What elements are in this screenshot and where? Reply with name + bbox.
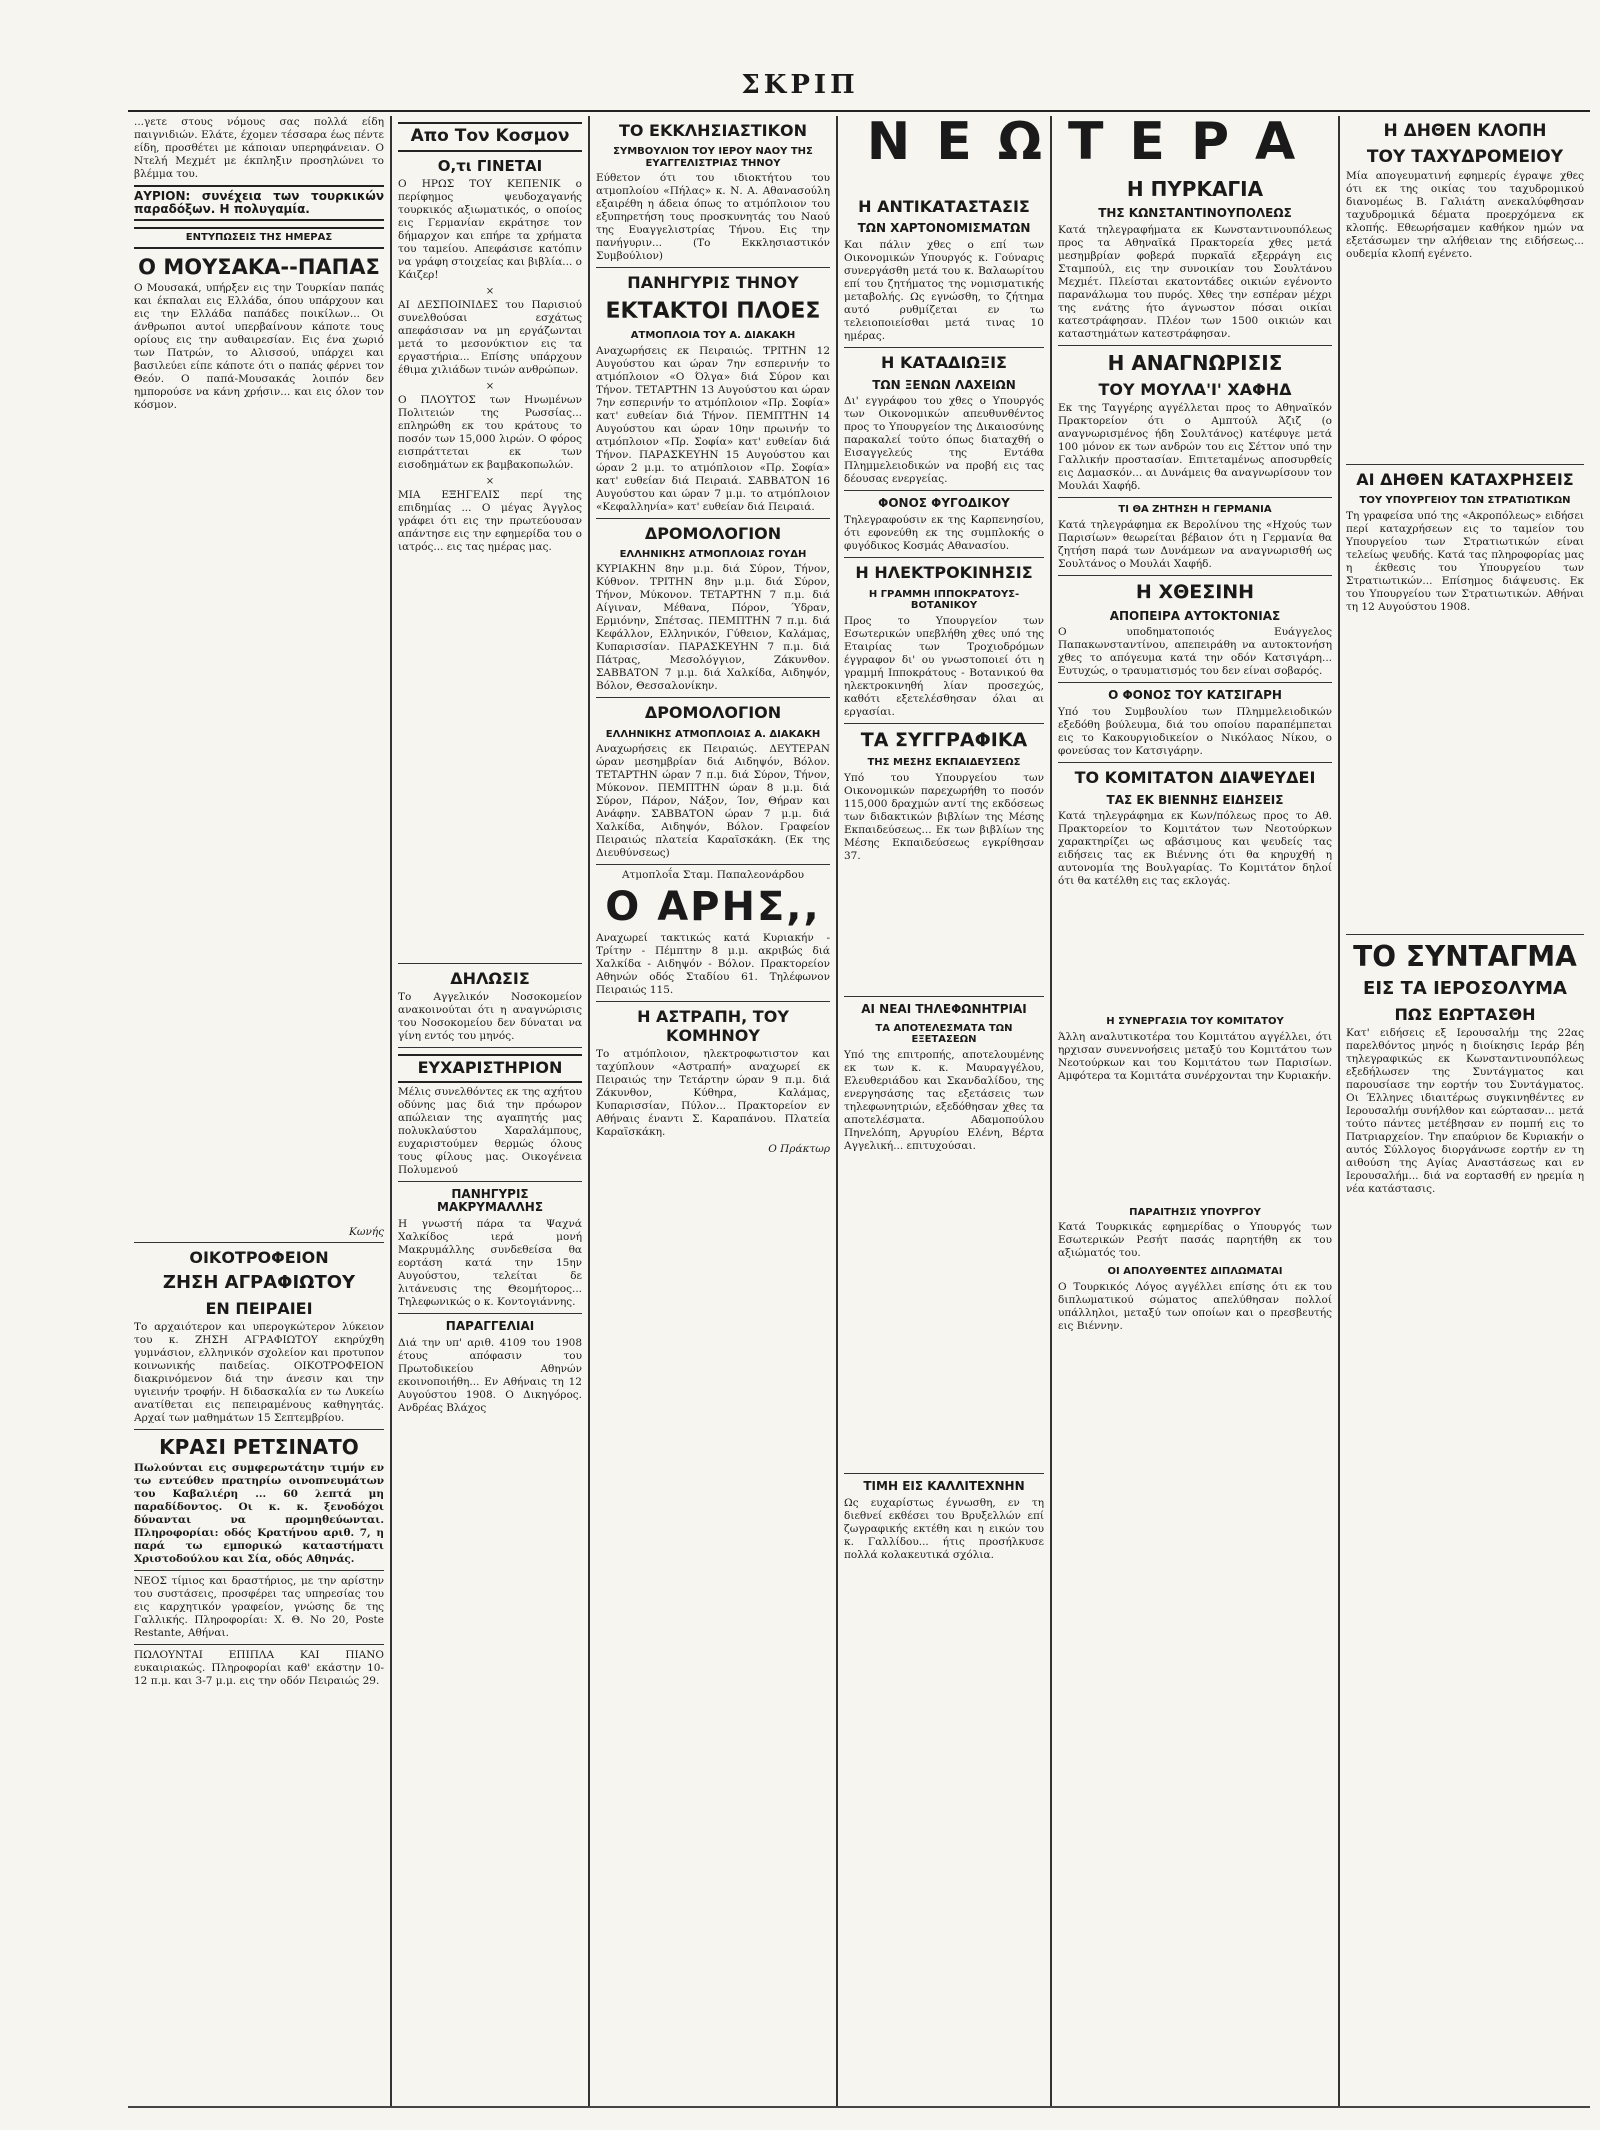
column-4 xyxy=(838,116,1050,2106)
separator-mark: × xyxy=(485,475,495,487)
headline-diplomats: ΟΙ ΑΠΟΛΥΘΕΝΤΕΣ ΔΙΠΛΩΜΑΤΑΙ xyxy=(1107,1266,1283,1278)
article-katsigaris: Υπό του Συμβουλίου των Πλημμελειοδικών εξεδόθη βούλευμα, διά του οποίου παραπέμπεται εις το Κακουργιοδικείον ο Νικόλαος Νίκου, ο φονεύσας τον Κατσιγάρην. xyxy=(1058,706,1332,758)
column-1 xyxy=(128,116,390,2106)
divider xyxy=(844,1473,1044,1474)
ad-wine-text: Πωλούνται εις συμφερωτάτην τιμήν εν τω εντεύθεν πρατηρίω οινοπνευμάτων του Καβαλιέρη ... 60 λεπτά μη παραδίδοντος. Οι κ. κ. ξενοδόχοι δύνανται να προμηθεύωνται. Πληροφορίαι: οδός Κρατήνου αριθ. 7, η παρά τω εμπορικώ καταστήματι Χριστοδούλου και Σία, οδός Αθηνάς. xyxy=(134,1462,384,1566)
divider xyxy=(398,1181,582,1182)
headline-embezzlement: ΑΙ ΔΗΘΕΝ ΚΑΤΑΧΡΗΣΕΙΣ xyxy=(1356,470,1574,490)
subhead-embezzlement: ΤΟΥ ΥΠΟΥΡΓΕΙΟΥ ΤΩΝ ΣΤΡΑΤΙΩΤΙΚΩΝ xyxy=(1359,495,1571,507)
article-germany: Κατά τηλεγράφημα εκ Βερολίνου της «Ηχούς των Παρισίων» θεωρείται βέβαιον ότι η Γερμανία θα ζητήση παρά των Δυνάμεων να αναγνωρισθή ως Σουλτάνος ο Μουλάι Χαφήδ. xyxy=(1058,518,1332,570)
column-6 xyxy=(1340,116,1590,2106)
world-item-3: Ο ΠΛΟΥΤΟΣ των Ηνωμένων Πολιτειών της Ρωσσίας... επληρώθη εκ του κράτους το ποσόν των 15,000 λιρών. Ο φόρος εισπράττεται εκ των εισοδημάτων εκ βαμβακοπωλών. xyxy=(398,393,582,471)
ad-school-text: Το αρχαιότερον και υπερογκώτερον λύκειον του κ. ΖΗΣΗ ΑΓΡΑΦΙΩΤΟΥ εκηρύχθη γυμνάσιον, ελληνικόν σχολείον και προτυπον κοινωνικής παιδείας. ΟΙΚΟΤΡΟΦΕΙΟΝ διακρινόμενον διά την άνεσιν και την υγιεινήν τροφήν. Η διδασκαλία εν τω Λυκείω ανατίθεται εις πεπειραμένους καθηγητάς. Αρχαί των μαθημάτων 15 Σεπτεμβρίου. xyxy=(134,1321,384,1425)
divider xyxy=(596,518,830,519)
headline-katsigaris: Ο ΦΟΝΟΣ ΤΟΥ ΚΑΤΣΙΓΑΡΗ xyxy=(1108,688,1282,703)
article-recognition: Εκ της Ταγγέρης αγγέλλεται προς το Αθηναϊκόν Πρακτορείον ότι ο Αμπτούλ Άζιζ (ο αναγνωρισμένος ήδη Σουλτάνος) κατέφυγε μετά 100 μόνον εκ των ανδρών του εις Σέττον υπό την Γαλλικήν προστασίαν. Επιτεταμένως αποσυρθείς εις Δαμασκόν... αι Δυνάμεις θα αναγνωρίσουν τον Μουλάι Χαφήδ. xyxy=(1058,402,1332,493)
continued-article: ...γετε στους νόμους σας πολλά είδη παιγνιδιών. Ελάτε, έχομεν τέσσαρα έως πέντε είδη, προσθέτει με κάποιαν υπερηφάνειαν. Ο Ντελή Μεχμέτ με έκπληξιν προσηλώνει το βλέμμα του. xyxy=(134,116,384,180)
latest-news-banner: ΝΕΩΤΕΡΑ xyxy=(866,112,1322,172)
article-moussaka: Ο Μουσακά, υπήρξεν εις την Τουρκίαν παπάς και έκπαλαι εις Ελλάδα, όπου υπάρχουν και εις την Ελλάδα παπάδες ποικίλων... Οι άνθρωποι αυτοί υπερβαίνουν κάποτε τους ορίους εις την αυθαιρεσίαν. Εις ένα χωριό των Πατρών, το Αλισσού, υπάρχει και βασιλεύει είπε κάποτε ότι ο παπάς φέρνει τον Θεόν. Ο παπά-Μουσακάς λοιπόν δεν ημπορούσε να κάνη χρήσιν... και εις όλον τον κόσμον. xyxy=(134,281,384,411)
headline-artist: ΤΙΜΗ ΕΙΣ ΚΑΛΛΙΤΕΧΝΗΝ xyxy=(863,1478,1025,1493)
thanks-text: Μέλις συνελθόντες εκ της αχήτου οδύνης μας διά την πρόωρον απώλειαν της αγαπητής μας πολυκλαύστου Χαραλάμπους, ευχαριστούμεν θερμώς όλους τους φίλους μας. Οικογένεια Πολυμενού xyxy=(398,1085,582,1176)
ad-wine-title: ΚΡΑΣΙ ΡΕΤΣΙΝΑΤΟ xyxy=(159,1435,359,1460)
fair-text: Η γνωστή πάρα τα Ψαχνά Χαλκίδος ιερά μονή Μακρυμάλλης συνδεθείσα θα εορτάση κατά την 15ην Αυγούστου, τελείται δε λιτάνευσις της Θεομήτορος... Τηλεφωνικώς ο κ. Κοντογιάννης. xyxy=(398,1218,582,1309)
divider xyxy=(844,347,1044,348)
headline-fire: Η ΠΥΡΚΑΓΙΑ xyxy=(1126,177,1264,201)
headline-germany: ΤΙ ΘΑ ΖΗΤΗΣΗ Η ΓΕΡΜΑΝΙΑ xyxy=(1118,504,1272,516)
subhead-recognition: ΤΟΥ ΜΟΥΛΑ'Ι' ΧΑΦΗΔ xyxy=(1098,379,1292,399)
article-lotteries: Δι' εγγράφου του χθες ο Υπουργός των Οικονομικών απευθυνθέντος προς το Υπουργείον της Δικαιοσύνης παρακαλεί τούτο όπως διαταχθή ο Εισαγγελεύς της Εντάθα Πλημμελειοδικών να προβή εις τας δέουσας ενεργείας. xyxy=(844,395,1044,486)
section-impressions: ΕΝΤΥΠΩΣΕΙΣ ΤΗΣ ΗΜΕΡΑΣ xyxy=(134,227,384,249)
subhead2-constitution: ΠΩΣ ΕΩΡΤΑΣΘΗ xyxy=(1394,1004,1536,1024)
headline-electrification: Η ΗΛΕΚΤΡΟΚΙΝΗΣΙΣ xyxy=(855,563,1033,583)
ship-name: Ο ΑΡΗΣ,, xyxy=(605,884,821,931)
world-item-1: Ο ΗΡΩΣ ΤΟΥ ΚΕΠΕΝΙΚ ο περίφημος ψευδοχαγανής τουρκικός αξιωματικός, ο οποίος εις Γερμανίαν εκράτησε τον δήμαρχον και επήρε τα χρήματα του ταμείου. Απεφάσισε κατόπιν να γράφη στοιχείας και βιβλία... ο Κάιζερ! xyxy=(398,177,582,281)
article-theft: Μία απογευματινή εφημερίς έγραψε χθες ότι εκ της οικίας του ταχυδρομικού διανομέως Β. Γαλιάτη ανεκαλύφθησαν ταχυδρομικά δέματα προερχόμενα εκ κλοπής. Εθεωρήσαμεν καθήκον ημών να εξετάσωμεν την αλήθειαν της ειδήσεως... ουδεμία κλοπή εγένετο. xyxy=(1346,170,1584,261)
ad-school-title: ΟΙΚΟΤΡΟΦΕΙΟΝ xyxy=(189,1247,329,1267)
divider xyxy=(1058,575,1332,576)
bottom-rule xyxy=(128,2106,1590,2108)
divider xyxy=(1058,345,1332,346)
article-suicide: Ο υποδηματοποιός Ευάγγελος Παπακωνσταντίνου, απεπειράθη να αυτοκτονήση χθες το απόγευμα κατά την οδόν Κατσιγάρη... Ευτυχώς, ο τραυματισμός του δεν είναι σοβαρός. xyxy=(1058,626,1332,678)
article-constitution: Κατ' ειδήσεις εξ Ιερουσαλήμ της 22ας παρελθόντος μηνός η διοίκησις Ιεράρ βέη τηλεγραφικώς εκ Κωνσταντινουπόλεως εξεδήλωσεν της Συντάγματος και παρουσίασε την εορτήν του Συντάγματος. Οι Έλληνες ιδιαιτέρως συγκινηθέντες εν Ιερουσαλήμ συνήλθον και εώρτασαν... μετά τούτο πάντες μετέβησαν εν πομπή εις το Πατριαρχείον. Την επαύριον δε Κυριακήν ο αυτός Σύλλογος διοργάνωσε εορτήν εν τη αιθούση της Αγίας Αναστάσεως και εν Ιερουσαλήμ... διά να εορτασθή εν ηρεμία η νέα κατάστασις. xyxy=(1346,1027,1584,1196)
church-text: Εύθετον ότι του ιδιοκτήτου του ατμοπλοίου «Πήλας» κ. Ν. Α. Αθανασούλη εξαιρέθη η άδεια όπως το ατμόπλοιον του εξυπηρετήση τους προσκυνητάς του Ναού της Ευαγγελιστρίας Τήνου. Εις την πανήγυριν... (Το Εκκλησιαστικόν Συμβούλιον) xyxy=(596,172,830,263)
divider xyxy=(1058,762,1332,763)
divider xyxy=(844,490,1044,491)
divider xyxy=(596,864,830,865)
article-electrification: Προς το Υπουργείον των Εσωτερικών υπεβλήθη χθες υπό της Εταιρίας των Τροχιοδρόμων έγγραφον δι' ου γνωστοποιεί ότι η γραμμή Ιπποκράτους - Βοτανικού θα ηλεκτροκινηθή λίαν προσεχώς, καθότι εξετελέσθησαν όλαι αι εργασίαι. xyxy=(844,614,1044,718)
divider xyxy=(844,557,1044,558)
subhead-banknotes: ΤΩΝ ΧΑΡΤΟΝΟΜΙΣΜΑΤΩΝ xyxy=(857,221,1031,236)
headline-constitution: ΤΟ ΣΥΝΤΑΓΜΑ xyxy=(1353,939,1577,973)
article-diplomats: Ο Τουρκικός Λόγος αγγέλλει επίσης ότι εκ του διπλωματικού σώματος απελύθησαν πολλοί υπάλληλοι, μεταξύ των οποίων και ο πρεσβευτής εις Βιέννην. xyxy=(1058,1280,1332,1332)
article-murder: Τηλεγραφούσιν εκ της Καρπενησίου, ότι εφονεύθη εκ της συμπλοκής ο φυγόδικος Κοσμάς Αθανασίου. xyxy=(844,514,1044,553)
divider xyxy=(1346,934,1584,935)
schedule2-text: Αναχωρήσεις εκ Πειραιώς. ΔΕΥΤΕΡΑΝ ώραν μεσημβρίαν διά Αιδηψόν, Βόλον. ΤΕΤΑΡΤΗΝ ώραν 7 π.μ. διά Σύρον, Τήνον, Μύκονον. ΠΕΜΠΤΗΝ ώραν 8 μ.μ. διά Σύρον, Πάρον, Νάξον, Ίον, Θήραν και Ανάφην. ΣΑΒΒΑΤΟΝ ώραν 7 μ.μ. διά Χαλκίδα, Αιδηψόν, Βόλον. Γραφείον Πειραιώς πλατεία Καραϊσκάκη. (Εκ της Διευθύνσεως) xyxy=(596,743,830,860)
church-subtitle: ΣΥΜΒΟΥΛΙΟΝ ΤΟΥ ΙΕΡΟΥ ΝΑΟΥ ΤΗΣ ΕΥΑΓΓΕΛΙΣΤΡΙΑΣ ΤΗΝΟΥ xyxy=(613,146,813,169)
notice-title: ΔΗΛΩΣΙΣ xyxy=(450,968,530,988)
schedule-text: ΚΥΡΙΑΚΗΝ 8ην μ.μ. διά Σύρον, Τήνον, Κύθνον. ΤΡΙΤΗΝ 8ην μ.μ. διά Σύρον, Τήνον, Μύκονον. ΤΕΤΑΡΤΗΝ 7 π.μ. διά Αίγιναν, Μέθανα, Πόρον, Ύδραν, Ερμιόνην, Σπέτσας. ΠΕΜΠΤΗΝ 7 π.μ. διά Κεφάλλον, Ελληνικόν, Γύθειον, Καλάμας, Κυπαρισσίαν. ΠΑΡΑΣΚΕΥΗΝ 7 π.μ. διά Πάτρας, Μεσολόγγιον, Ζάκυνθον. ΣΑΒΒΑΤΟΝ 7 μ.μ. διά Χαλκίδα, Αιδηψόν, Βόλον, Θεσσαλονίκην. xyxy=(596,563,830,693)
divider xyxy=(1058,682,1332,683)
subhead-constitution: ΕΙΣ ΤΑ ΙΕΡΟΣΟΛΥΜΑ xyxy=(1363,978,1567,1000)
subhead-textbooks: ΤΗΣ ΜΕΣΗΣ ΕΚΠΑΙΔΕΥΣΕΩΣ xyxy=(867,757,1021,769)
article-embezzlement: Τη γραφείσα υπό της «Ακροπόλεως» ειδήσει περί καταχρήσεων εις το ταμείον του Υπουργείου των Στρατιωτικών είναι τελείως ψευδής. Κατά τας πληροφορίας μας η έκθεσις του Υπουργείου των Στρατιωτικών... Επίσημος διάψευσις. Εκ του Υπουργείου των Στρατιωτικών. Αθήναι τη 12 Αυγούστου 1908. xyxy=(1346,509,1584,613)
tinos-fair-title: ΠΑΝΗΓΥΡΙΣ ΤΗΝΟΥ xyxy=(627,273,799,293)
headline-resignation: ΠΑΡΑΙΤΗΣΙΣ ΥΠΟΥΡΓΟΥ xyxy=(1129,1206,1261,1218)
divider xyxy=(596,697,830,698)
separator-mark: × xyxy=(485,285,495,297)
ad-notice: ΝΕΟΣ τίμιος και δραστήριος, με την αρίστην του συστάσεις, προσφέρει τας υπηρεσίας του εις καρχητικόν γραφείον, γνώσης δε της Γαλλικής. Πληροφορίαι: Χ. Θ. Νο 20, Poste Restante, Αθήναι. xyxy=(134,1575,384,1640)
subhead-suicide: ΑΠΟΠΕΙΡΑ ΑΥΤΟΚΤΟΝΙΑΣ xyxy=(1109,608,1281,623)
subhead-committee: ΤΑΣ ΕΚ ΒΙΕΝΝΗΣ ΕΙΔΗΣΕΙΣ xyxy=(1106,792,1284,807)
separator-mark: × xyxy=(485,380,495,392)
article-operators: Υπό της επιτροπής, αποτελουμένης εκ των κ. κ. Μαυραγγέλου, Ελευθεριάδου και Σκανδαλίδου, της ενεργησάσης τας εξετάσεις των τηλεφωνητριών, εξεδόθησαν χθες τα αποτελέσματα. Αδαμοπούλου Πηνελόπη, Αργυρίου Ελένη, Βέρτα Αγγελική... επιτυχούσαι. xyxy=(844,1048,1044,1152)
divider xyxy=(398,1313,582,1314)
schedule2-title: ΔΡΟΜΟΛΟΓΙΟΝ xyxy=(644,703,782,723)
headline-committee: ΤΟ ΚΟΜΙΤΑΤΟΝ ΔΙΑΨΕΥΔΕΙ xyxy=(1074,768,1316,788)
thanks-title: ΕΥΧΑΡΙΣΤΗΡΙΟΝ xyxy=(398,1054,582,1082)
divider xyxy=(134,1644,384,1645)
section-world-title: Απο Τον Κοσμον xyxy=(398,122,582,152)
column-3 xyxy=(590,116,836,2106)
world-item-4: ΜΙΑ ΕΞΗΓΕΛΙΣ περί της επιδημίας ... Ο μέγας Άγγλος γράφει ότι εις την πρωτεύουσαν απάντησε εις την εφημερίδα του ο ιατρός... εις τας ημέρας μας. xyxy=(398,488,582,553)
boat-text: Το ατμόπλοιον, ηλεκτροφωτιστον και ταχύπλουν «Αστραπή» αναχωρεί εκ Πειραιώς την Τετάρτην ώραν 9 π.μ. διά Ζάκυνθον, Κύθηρα, Καλάμας, Κυπαρισσίαν, Πύλον... Πρακτορείον εν Αθήναις έναντι Σ. Καραπάνου. Πλατεία Καραϊσκάκη. xyxy=(596,1048,830,1139)
headline-moussaka: Ο ΜΟΥΣΑΚΑ--ΠΑΠΑΣ xyxy=(138,254,380,279)
headline-operators: ΑΙ ΝΕΑΙ ΤΗΛΕΦΩΝΗΤΡΙΑΙ xyxy=(861,1001,1027,1016)
ship-text: Αναχωρεί τακτικώς κατά Κυριακήν - Τρίτην - Πέμπτην 8 μ.μ. ακριβώς διά Χαλκίδα - Αιδηψόν - Βόλον. Πρακτορείον Αθηνών οδός Σταδίου 61. Τηλέφωνον Πειραιώς 115. xyxy=(596,932,830,997)
fair-title: ΠΑΝΗΓΥΡΙΣ ΜΑΚΡΥΜΑΛΛΗΣ xyxy=(436,1186,544,1215)
article-committee: Κατά τηλεγράφημα εκ Κων/πόλεως προς το Αθ. Πρακτορείον το Κομιτάτον των Νεοτούρκων χαρακτηρίζει ως αβάσιμους και ψευδείς τας ειδήσεις τας εκ Βιέννης ότι θα κηρυχθή η αυτονομία της Βουλγαρίας. Το Κομιτάτον δηλοί ότι θα κατέλθη εις τας εκλογάς. xyxy=(1058,810,1332,888)
boat-title: Η ΑΣΤΡΑΠΗ, ΤΟΥ ΚΟΜΗΝΟΥ xyxy=(637,1007,789,1045)
signature: Κωνής xyxy=(349,1225,384,1238)
divider xyxy=(134,1429,384,1430)
subhead-theft: ΤΟΥ ΤΑΧΥΔΡΟΜΕΙΟΥ xyxy=(1366,146,1564,167)
article-textbooks: Υπό του Υπουργείου των Οικονομικών παρεχωρήθη το ποσόν 115,000 δραχμών αντί της εκδόσεως των διδακτικών βιβλίων της Μέσης Εκπαιδεύσεως... Εκ των βιβλίων της Μέσης Εκπαιδεύσεως εγκρίθησαν 37. xyxy=(844,771,1044,862)
masthead xyxy=(0,70,1600,104)
subhead-electrification: Η ΓΡΑΜΜΗ ΙΠΠΟΚΡΑΤΟΥΣ-ΒΟΤΑΝΙΚΟΥ xyxy=(868,588,1020,612)
notice-text: Το Αγγελικόν Νοσοκομείον ανακοινούται ότι η αναγνώρισις του Νοσοκομείου δεν δύναται να γίνη εντός του μηνός. xyxy=(398,991,582,1043)
orders-title: ΠΑΡΑΓΓΕΛΙΑΙ xyxy=(445,1319,535,1334)
article-cooperation: Άλλη αναλυτικοτέρα του Κομιτάτου αγγέλλει, ότι ηρχισαν συνεννοήσεις μεταξύ του Κομιτάτου των Νεοτούρκων και του Κομιτάτου των Παρισίων. Αμφότερα τα Κομιτάτα συνέρχονται την Κυριακήν. xyxy=(1058,1030,1332,1082)
divider xyxy=(398,963,582,964)
divider xyxy=(1346,464,1584,465)
schedule-title: ΔΡΟΜΟΛΟΓΙΟΝ xyxy=(644,523,782,543)
subhead-operators: ΤΑ ΑΠΟΤΕΛΕΣΜΑΤΑ ΤΩΝ ΕΞΕΤΑΣΕΩΝ xyxy=(875,1022,1013,1046)
ad-school-place: ΕΝ ΠΕΙΡΑΙΕΙ xyxy=(205,1298,313,1318)
article-artist: Ως ευχαρίστως έγνωσθη, εν τη διεθνεί εκθέσει του Βρυξελλών επί ζωγραφικής εκτέθη και η εικών του κ. Γαλλίδου... ήτις προσήλκυσε πολλά κολακευτικά σχόλια. xyxy=(844,1496,1044,1561)
subhead-lotteries: ΤΩΝ ΞΕΝΩΝ ΛΑΧΕΙΩΝ xyxy=(872,377,1016,392)
world-item-2: ΑΙ ΔΕΣΠΟΙΝΙΔΕΣ του Παρισιού συνελθούσαι εσχάτως απεφάσισαν να μη εργάζωνται μετά το μεσονύκτιον εις τα εργαστήρια... Επίσης υπάρχουν έθιμα χιλιάδων τινών ανθρώπων. xyxy=(398,298,582,376)
headline-lotteries: Η ΚΑΤΑΔΙΩΞΙΣ xyxy=(881,353,1007,373)
divider xyxy=(398,1047,582,1048)
extra-trips-title: ΕΚΤΑΚΤΟΙ ΠΛΟΕΣ xyxy=(605,298,821,324)
divider xyxy=(844,996,1044,997)
church-title: ΤΟ ΕΚΚΛΗΣΙΑΣΤΙΚΟΝ xyxy=(618,121,808,140)
headline-textbooks: ΤΑ ΣΥΓΓΡΑΦΙΚΑ xyxy=(860,728,1028,751)
divider xyxy=(596,1001,830,1002)
boat-signature: Ο Πράκτωρ xyxy=(768,1143,830,1156)
subhead-fire: ΤΗΣ ΚΩΝΣΤΑΝΤΙΝΟΥΠΟΛΕΩΣ xyxy=(1098,206,1292,220)
ad-piano: ΠΩΛΟΥΝΤΑΙ ΕΠΙΠΛΑ ΚΑΙ ΠΙΑΝΟ ευκαιριακώς. Πληροφορίαι καθ' εκάστην 10-12 π.μ. και 3-7 μ.μ. εις την οδόν Πειραιώς 29. xyxy=(134,1649,384,1688)
article-resignation: Κατά Τουρκικάς εφημερίδας ο Υπουργός των Εσωτερικών Ρεσήτ πασάς παρητήθη εκ του αξιώματός του. xyxy=(1058,1221,1332,1260)
ship-intro: Ατμοπλοΐα Σταμ. Παπαλεονάρδου xyxy=(621,869,805,882)
orders-text: Διά την υπ' αριθ. 4109 του 1908 έτους απόφασιν του Πρωτοδικείου Αθηνών εκοινοποιήθη... Εν Αθήναις τη 12 Αυγούστου 1908. Ο Δικηγόρος. Ανδρέας Βλάχος xyxy=(398,1336,582,1414)
schedule2-subtitle: ΕΛΛΗΝΙΚΗΣ ΑΤΜΟΠΛΟΙΑΣ Α. ΔΙΑΚΑΚΗ xyxy=(605,728,821,740)
column-2 xyxy=(392,116,588,2106)
divider xyxy=(596,267,830,268)
headline-suicide: Η ΧΘΕΣΙΝΗ xyxy=(1135,580,1255,603)
divider xyxy=(134,1242,384,1243)
divider xyxy=(134,1570,384,1571)
extra-trips-subtitle: ΑΤΜΟΠΛΟΙΑ ΤΟΥ Α. ΔΙΑΚΑΚΗ xyxy=(630,330,796,342)
masthead-title: ΣΚΡΙΠ xyxy=(741,70,859,100)
headline-cooperation: Η ΣΥΝΕΡΓΑΣΙΑ ΤΟΥ ΚΟΜΙΤΑΤΟΥ xyxy=(1106,1016,1284,1028)
headline-murder: ΦΟΝΟΣ ΦΥΓΟΔΙΚΟΥ xyxy=(878,496,1010,511)
headline-banknotes: Η ΑΝΤΙΚΑΤΑΣΤΑΣΙΣ xyxy=(858,197,1030,216)
headline-theft: Η ΔΗΘΕΝ ΚΛΟΠΗ xyxy=(1383,121,1547,141)
divider xyxy=(1058,497,1332,498)
ad-school-name: ΖΗΣΗ ΑΓΡΑΦΙΩΤΟΥ xyxy=(162,1272,356,1294)
tomorrow-note: ΑΥΡΙΟΝ: συνέχεια των τουρκικών παραδόξων. Η πολυγαμία. xyxy=(134,185,384,221)
headline-recognition: Η ΑΝΑΓΝΩΡΙΣΙΣ xyxy=(1107,350,1283,375)
article-banknotes: Και πάλιν χθες ο επί των Οικονομικών Υπουργός κ. Γούναρις συνεργάσθη μετά του κ. Βαλαωρίτου επί του ζητήματος της νομισματικής μεταβολής. Ως εγνώσθη, το ζήτημα αυτό ρυθμίζεται εν τω τελειοποιείσθαι μετά τινας 10 ημέρας. xyxy=(844,239,1044,343)
schedule-subtitle: ΕΛΛΗΝΙΚΗΣ ΑΤΜΟΠΛΟΙΑΣ ΓΟΥΔΗ xyxy=(619,548,807,560)
extra-trips-text: Αναχωρήσεις εκ Πειραιώς. ΤΡΙΤΗΝ 12 Αυγούστου και ώραν 7ην εσπερινήν το ατμόπλοιον «Ο Όλγα» διά Σύρον και Τήνον. ΤΕΤΑΡΤΗΝ 13 Αυγούστου και ώραν 7ην εσπερινήν το ατμόπλοιον «Πρ. Σοφία» κατ' ευθείαν διά Τήνον. ΠΕΜΠΤΗΝ 14 Αυγούστου και ώραν 10ην πρωινήν το ατμόπλοιον «Πρ. Σοφία» κατ' ευθείαν διά Τήνον. ΠΑΡΑΣΚΕΥΗΝ 15 Αυγούστου και ώραν 2 μ.μ. το ατμόπλοιον «Πρ. Σοφία» κατ' ευθείαν διά Πειραιά. ΣΑΒΒΑΤΟΝ 16 Αυγούστου και ώραν 7 μ.μ. το ατμόπλοιον «Κεφαλληνία» κατ' ευθείαν διά Πειραιά. xyxy=(596,344,830,513)
divider xyxy=(844,723,1044,724)
article-fire: Κατά τηλεγραφήματα εκ Κωνσταντινουπόλεως προς τα Αθηναϊκά Πρακτορεία χθες μετά μεσημβρίαν φοβερά πυρκαϊά εξερράγη εις Σταμπούλ, εις την συνοικίαν του Σουλτάνου Μεχμέτ. Πλείσται εκατοντάδες οικιών εγένοντο παρανάλωμα του πυρός. Χθες την εσπέραν μέχρι της ενάτης ήτο άγνωστον πόσαι οικίαι κατεστράφησαν. Πλέον των 1500 οικιών και καταστημάτων κατεστράφησαν. xyxy=(1058,223,1332,340)
section-world-subtitle: Ο,τι ΓΙΝΕΤΑΙ xyxy=(437,156,543,175)
